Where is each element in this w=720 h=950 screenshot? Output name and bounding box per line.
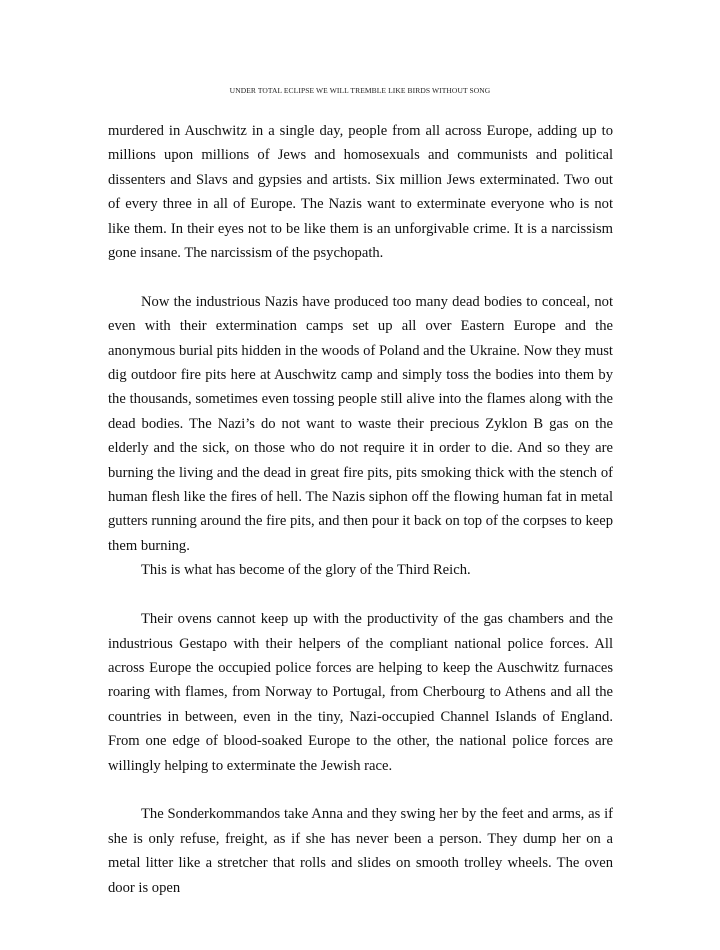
paragraph-continuation: murdered in Auschwitz in a single day, people from all across Europe, adding up to millions upon millions of Jews and homosexuals and communists and political dissenters and Slavs and gypsies and artists. Six million Jews exterminated. Two out of every three in all of Europe. The Nazis want to exterminate everyone who is not like them. In their eyes not to be like them is an unforgivable crime. It is a narcissism gone insane. The narcissism of the psychopath.: [108, 123, 613, 262]
running-header: UNDER TOTAL ECLIPSE WE WILL TREMBLE LIKE BIRDS WITHOUT SONG: [229, 86, 491, 95]
paragraph-third-reich: This is what has become of the glory of the Third Reich.: [141, 562, 471, 579]
paragraph-sonderkommandos: The Sonderkommandos take Anna and they swing her by the feet and arms, as if she is only refuse, freight, as if she has never been a person. They dump her on a metal litter like a stretcher that rolls and slides on smooth trolley wheels. The oven door is open: [108, 806, 613, 896]
body-text: [108, 119, 613, 900]
paragraph-ovens: Their ovens cannot keep up with the productivity of the gas chambers and the industrious Gestapo with their helpers of the compliant national police forces. All across Europe the occupied police forces are helping to keep the Auschwitz furnaces roaring with flames, from Norway to Portugal, from Cherbourg to Athens and all the countries in between, even in the tiny, Nazi-occupied Channel Islands of England. From one edge of blood-soaked Europe to the other, the national police forces are willingly helping to exterminate the Jewish race.: [108, 611, 613, 774]
paragraph-fire-pits: Now the industrious Nazis have produced too many dead bodies to conceal, not even with their extermination camps set up all over Eastern Europe and the anonymous burial pits hidden in the woods of Poland and the Ukraine. Now they must dig outdoor fire pits here at Auschwitz camp and simply toss the bodies into them by the thousands, sometimes even tossing people still alive into the flames along with the dead bodies. The Nazi’s do not want to waste their precious Zyklon B gas on the elderly and the sick, on those who do not require it in order to die. And so they are burning the living and the dead in great fire pits, pits smoking thick with the stench of human flesh like the fires of hell. The Nazis siphon off the flowing human fat in metal gutters running around the fire pits, and then pour it back on top of the corpses to keep them burning.: [108, 293, 613, 554]
